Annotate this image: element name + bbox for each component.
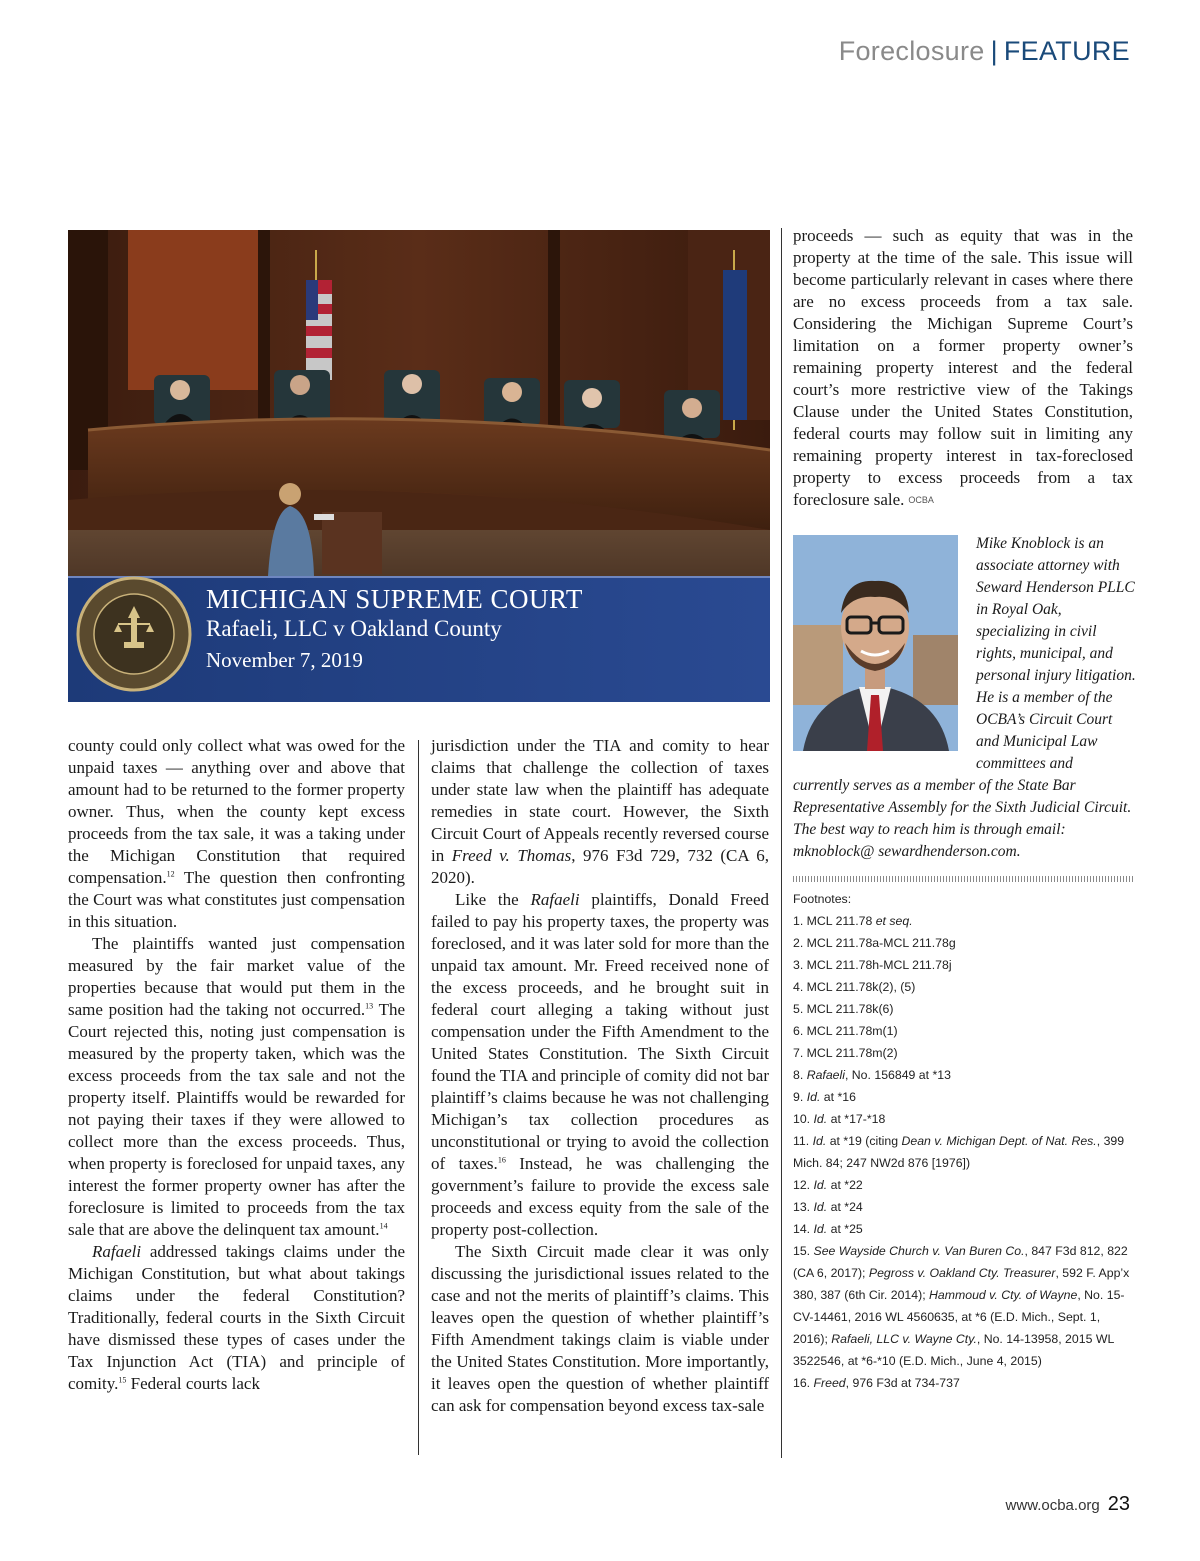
caption-case-name: Rafaeli, LLC v Oakland County bbox=[206, 616, 502, 641]
paragraph: proceeds — such as equity that was in the property at the time of the sale. This issue will become particularly relevant in cases where there are no excess proceeds from a tax sale. Considering the Michigan Supreme Court’s limitation on a former property owner’s remaining property interest and the federal court’s more restrictive view of the Takings Clause under the United States Constitution, federal courts may follow suit in limiting any remaining property interest in tax-foreclosed property to excess proceeds from a tax foreclosure sale. OCBA bbox=[793, 226, 1133, 509]
footnote-item: 12. Id. at *22 bbox=[793, 1178, 863, 1192]
footnote-item: 15. See Wayside Church v. Van Buren Co., 847 F3d 812, 822 (CA 6, 2017); Pegross v. Oakland Cty. Treasurer, 592 F. App’x 380, 387 (6th Cir. 2014); Hammoud v. Cty. of Wayne, No. 15-CV-14461, 2016 WL 4560635, at *6 (E.D. Mich., Sept. 1, 2016); Rafaeli, LLC v. Wayne Cty., No. 14-13958, 2015 WL 3522546, at *6-*10 (E.D. Mich., June 4, 2015) bbox=[793, 1244, 1130, 1368]
section-label: Foreclosure bbox=[838, 36, 985, 66]
section-header bbox=[839, 36, 1130, 67]
footnote-item: 4. MCL 211.78k(2), (5) bbox=[793, 980, 916, 994]
footnote-item: 14. Id. at *25 bbox=[793, 1222, 863, 1236]
paragraph: county could only collect what was owed for the unpaid taxes — anything over and above that amount had to be returned to the former property owner. Thus, when the county kept excess proceeds from the tax sale, it was a taking under the Michigan Constitution that required compensation.$^{12}$ The question then confronting the Court was what constitutes just compensation in this situation. bbox=[68, 736, 405, 931]
paragraph: The plaintiffs wanted just compensation measured by the fair market value of the properties because that would put them in the same position had the taking not occurred.$^{13}$ The Court rejected this, noting just compensation is measured by the property taken, which was the excess proceeds from the tax sale and not the property itself. Plaintiffs would be rewarded for not paying their taxes if they were allowed to collect more than the excess proceeds. Thus, when property is foreclosed for unpaid taxes, any interest the former property owner has after the foreclosure is limited to proceeds from the tax sale that are above the delinquent tax amount.$^{14}$ bbox=[68, 934, 405, 1239]
article-column-2 bbox=[431, 735, 769, 1417]
column-divider bbox=[418, 740, 419, 1455]
footnote-item: 16. Freed, 976 F3d at 734-737 bbox=[793, 1376, 960, 1390]
photo-caption bbox=[68, 576, 770, 702]
author-headshot bbox=[793, 535, 958, 751]
header-separator: | bbox=[990, 36, 998, 66]
page-footer bbox=[1006, 1493, 1130, 1516]
footnote-item: 8. Rafaeli, No. 156849 at *13 bbox=[793, 1068, 951, 1082]
footnote-item: 11. Id. at *19 (citing Dean v. Michigan Dept. of Nat. Res., 399 Mich. 84; 247 NW2d 876 [1976]) bbox=[793, 1134, 1125, 1170]
footnote-item: 9. Id. at *16 bbox=[793, 1090, 856, 1104]
footnote-item: 1. MCL 211.78 et seq. bbox=[793, 914, 913, 928]
footnote-item: 7. MCL 211.78m(2) bbox=[793, 1046, 898, 1060]
paragraph: The Sixth Circuit made clear it was only discussing the jurisdictional issues related to the case and not the merits of plaintiff’s claims. This leaves open the question of whether plaintiff’s Fifth Amendment takings claim is viable under the United States Constitution. More importantly, it leaves open the question of whether plaintiff can ask for compensation beyond excess tax-sale bbox=[431, 1242, 769, 1415]
footnote-item: 10. Id. at *17-*18 bbox=[793, 1112, 886, 1126]
courtroom-photo bbox=[68, 230, 770, 702]
article-column-3 bbox=[793, 225, 1133, 511]
footnotes-title: Footnotes: bbox=[793, 892, 852, 906]
footnotes bbox=[793, 888, 1138, 1394]
author-bio-continued: currently serves as a member of the State Bar Representative Assembly for the Sixth Judicial Circuit. The best way to reach him is through email: mknoblock@ sewardhenderson.com. bbox=[793, 777, 1132, 860]
footnote-item: 2. MCL 211.78a-MCL 211.78g bbox=[793, 936, 956, 950]
paragraph: Like the Rafaeli plaintiffs, Donald Freed failed to pay his property taxes, the property was foreclosed, and it was later sold for more than the unpaid tax amount. Mr. Freed received none of the excess proceeds, and he brought suit in federal court alleging a taking without just compensation under the Fifth Amendment to the United States Constitution. The Sixth Circuit found the TIA and principle of comity did not bar plaintiff’s claims because he was not challenging Michigan’s tax collection procedures as unconstitutional or trying to avoid the collection of taxes.$^{16}$ Instead, he was challenging the government’s failure to provide the excess sale proceeds and excess equity from the sale of the property post-collection. bbox=[431, 890, 770, 1239]
dotted-divider bbox=[793, 876, 1133, 882]
footnote-item: 3. MCL 211.78h-MCL 211.78j bbox=[793, 958, 952, 972]
article-column-1 bbox=[68, 735, 405, 1395]
ocba-end-mark: OCBA bbox=[908, 495, 934, 505]
page-number: 23 bbox=[1107, 1493, 1130, 1515]
footer-url[interactable]: www.ocba.org bbox=[1005, 1497, 1100, 1514]
caption-court-name: MICHIGAN SUPREME COURT bbox=[206, 584, 583, 614]
footnote-item: 5. MCL 211.78k(6) bbox=[793, 1002, 894, 1016]
column-divider bbox=[781, 228, 782, 1458]
feature-label: FEATURE bbox=[1003, 36, 1130, 66]
paragraph: jurisdiction under the TIA and comity to hear claims that challenge the collection of taxes under state law when the plaintiff has adequate remedies in state court. However, the Sixth Circuit Court of Appeals recently reversed course in Freed v. Thomas, 976 F3d 729, 732 (CA 6, 2020). bbox=[431, 736, 769, 887]
caption-date: November 7, 2019 bbox=[206, 648, 363, 672]
footnote-item: 13. Id. at *24 bbox=[793, 1200, 863, 1214]
paragraph: Rafaeli addressed takings claims under the Michigan Constitution, but what about takings claims under the federal Constitution? Traditionally, federal courts in the Sixth Circuit have dismissed these types of cases under the Tax Injunction Act (TIA) and principle of comity.$^{15}$ Federal courts lack bbox=[68, 1242, 405, 1393]
footnotes-list bbox=[793, 910, 1138, 1240]
footnote-item: 6. MCL 211.78m(1) bbox=[793, 1024, 898, 1038]
author-bio: Mike Knoblock is an associate attorney with Seward Henderson PLLC in Royal Oak, specializing in civil rights, municipal, and personal injury litigation. He is a member of the OCBA’s Circuit Court and Municipal Law committees and bbox=[976, 535, 1136, 772]
